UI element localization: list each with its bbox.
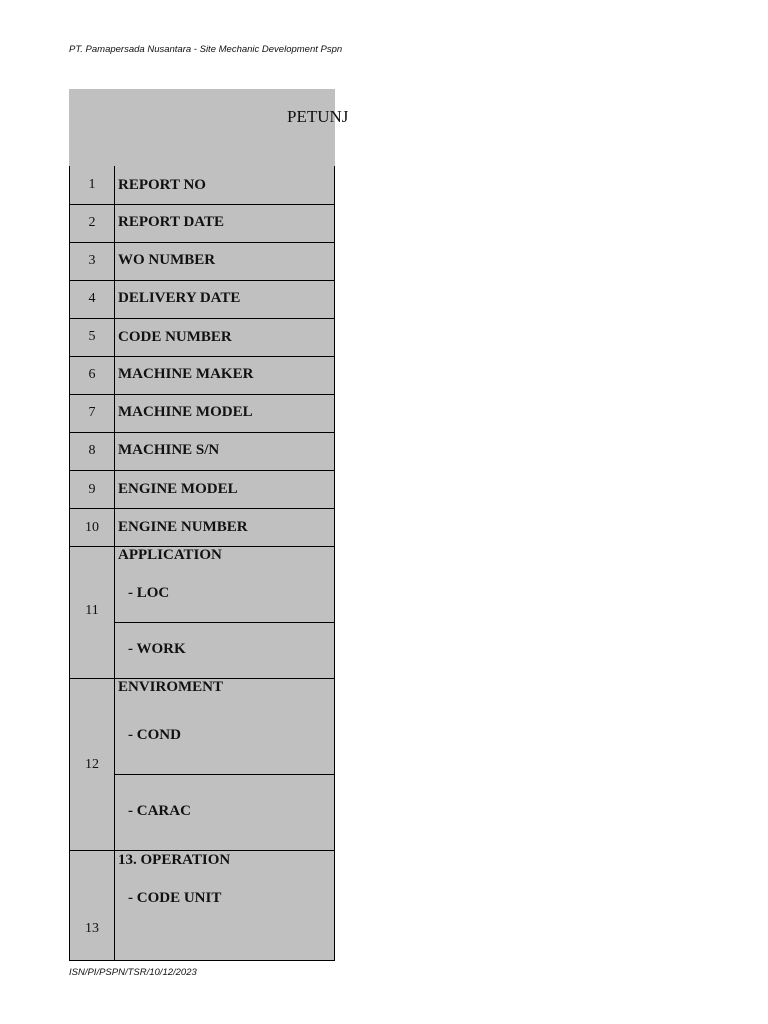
row-sublabel: - CODE UNIT bbox=[128, 890, 222, 906]
row-label: MACHINE MAKER bbox=[118, 366, 254, 382]
row-number: 12 bbox=[85, 757, 99, 772]
row-number: 7 bbox=[88, 405, 96, 420]
table-row bbox=[69, 319, 335, 357]
row-label: 13. OPERATION bbox=[118, 852, 231, 868]
row-label-cell bbox=[115, 509, 335, 547]
row-number-cell bbox=[69, 357, 115, 395]
row-label-cell bbox=[115, 243, 335, 281]
row-number-cell bbox=[69, 243, 115, 281]
form-title-band bbox=[69, 89, 349, 166]
row-number: 10 bbox=[85, 520, 99, 535]
table-row bbox=[69, 547, 335, 679]
row-number: 11 bbox=[85, 603, 99, 618]
row-number: 5 bbox=[88, 329, 96, 344]
row-label: ENGINE MODEL bbox=[118, 481, 238, 497]
row-sublabel: - COND bbox=[128, 727, 181, 743]
row-number-cell bbox=[69, 851, 115, 961]
table-row bbox=[69, 243, 335, 281]
row-label-cell bbox=[115, 433, 335, 471]
row-label: CODE NUMBER bbox=[118, 329, 232, 345]
row-label: ENGINE NUMBER bbox=[118, 519, 248, 535]
table-row bbox=[69, 357, 335, 395]
row-number: 2 bbox=[88, 215, 96, 230]
table-row bbox=[69, 509, 335, 547]
row-label-cell bbox=[115, 281, 335, 319]
row-number: 4 bbox=[88, 291, 96, 306]
table-row bbox=[69, 679, 335, 851]
table-row bbox=[69, 281, 335, 319]
row-label: DELIVERY DATE bbox=[118, 290, 241, 306]
row-number-cell bbox=[69, 433, 115, 471]
row-label: REPORT NO bbox=[118, 177, 206, 193]
row-label: ENVIROMENT bbox=[118, 679, 224, 695]
row-label-cell bbox=[115, 623, 335, 679]
row-number: 13 bbox=[85, 921, 99, 936]
row-label-cell bbox=[115, 166, 335, 205]
row-label: WO NUMBER bbox=[118, 252, 216, 268]
row-number-cell bbox=[69, 319, 115, 357]
row-number: 8 bbox=[88, 443, 96, 458]
row-number: 3 bbox=[88, 253, 96, 268]
row-sublabel: - CARAC bbox=[128, 803, 191, 819]
row-number-cell bbox=[69, 205, 115, 243]
row-number-cell bbox=[69, 547, 115, 679]
row-label-cell bbox=[115, 851, 335, 961]
row-label: MACHINE S/N bbox=[118, 442, 220, 458]
row-label-cell bbox=[115, 775, 335, 851]
row-label-cell bbox=[115, 679, 335, 775]
row-label-cell bbox=[115, 357, 335, 395]
row-label: APPLICATION bbox=[118, 547, 222, 563]
row-number: 9 bbox=[88, 482, 96, 497]
row-label: MACHINE MODEL bbox=[118, 404, 253, 420]
row-label-cell bbox=[115, 547, 335, 623]
row-number: 6 bbox=[88, 367, 96, 382]
table-row bbox=[69, 471, 335, 509]
row-number-cell bbox=[69, 679, 115, 851]
table-row bbox=[69, 205, 335, 243]
row-number-cell bbox=[69, 509, 115, 547]
row-label-cell bbox=[115, 471, 335, 509]
checklist-table bbox=[69, 166, 337, 936]
table-row bbox=[69, 395, 335, 433]
row-sublabel: - LOC bbox=[128, 585, 170, 601]
row-label-cell bbox=[115, 205, 335, 243]
row-label-cell bbox=[115, 319, 335, 357]
company-header: PT. Pamapersada Nusantara - Site Mechanic Development Pspn bbox=[69, 44, 343, 55]
row-label: REPORT DATE bbox=[118, 214, 225, 230]
row-label-cell bbox=[115, 395, 335, 433]
document-code: ISN/PI/PSPN/TSR/10/12/2023 bbox=[69, 967, 197, 978]
table-row bbox=[69, 851, 335, 961]
row-number: 1 bbox=[88, 177, 96, 192]
row-sublabel: - WORK bbox=[128, 641, 186, 657]
table-row bbox=[69, 166, 335, 205]
row-number-cell bbox=[69, 471, 115, 509]
row-number-cell bbox=[69, 281, 115, 319]
row-number-cell bbox=[69, 395, 115, 433]
table-row bbox=[69, 433, 335, 471]
form-title: PETUNJ bbox=[287, 107, 349, 126]
row-number-cell bbox=[69, 166, 115, 205]
